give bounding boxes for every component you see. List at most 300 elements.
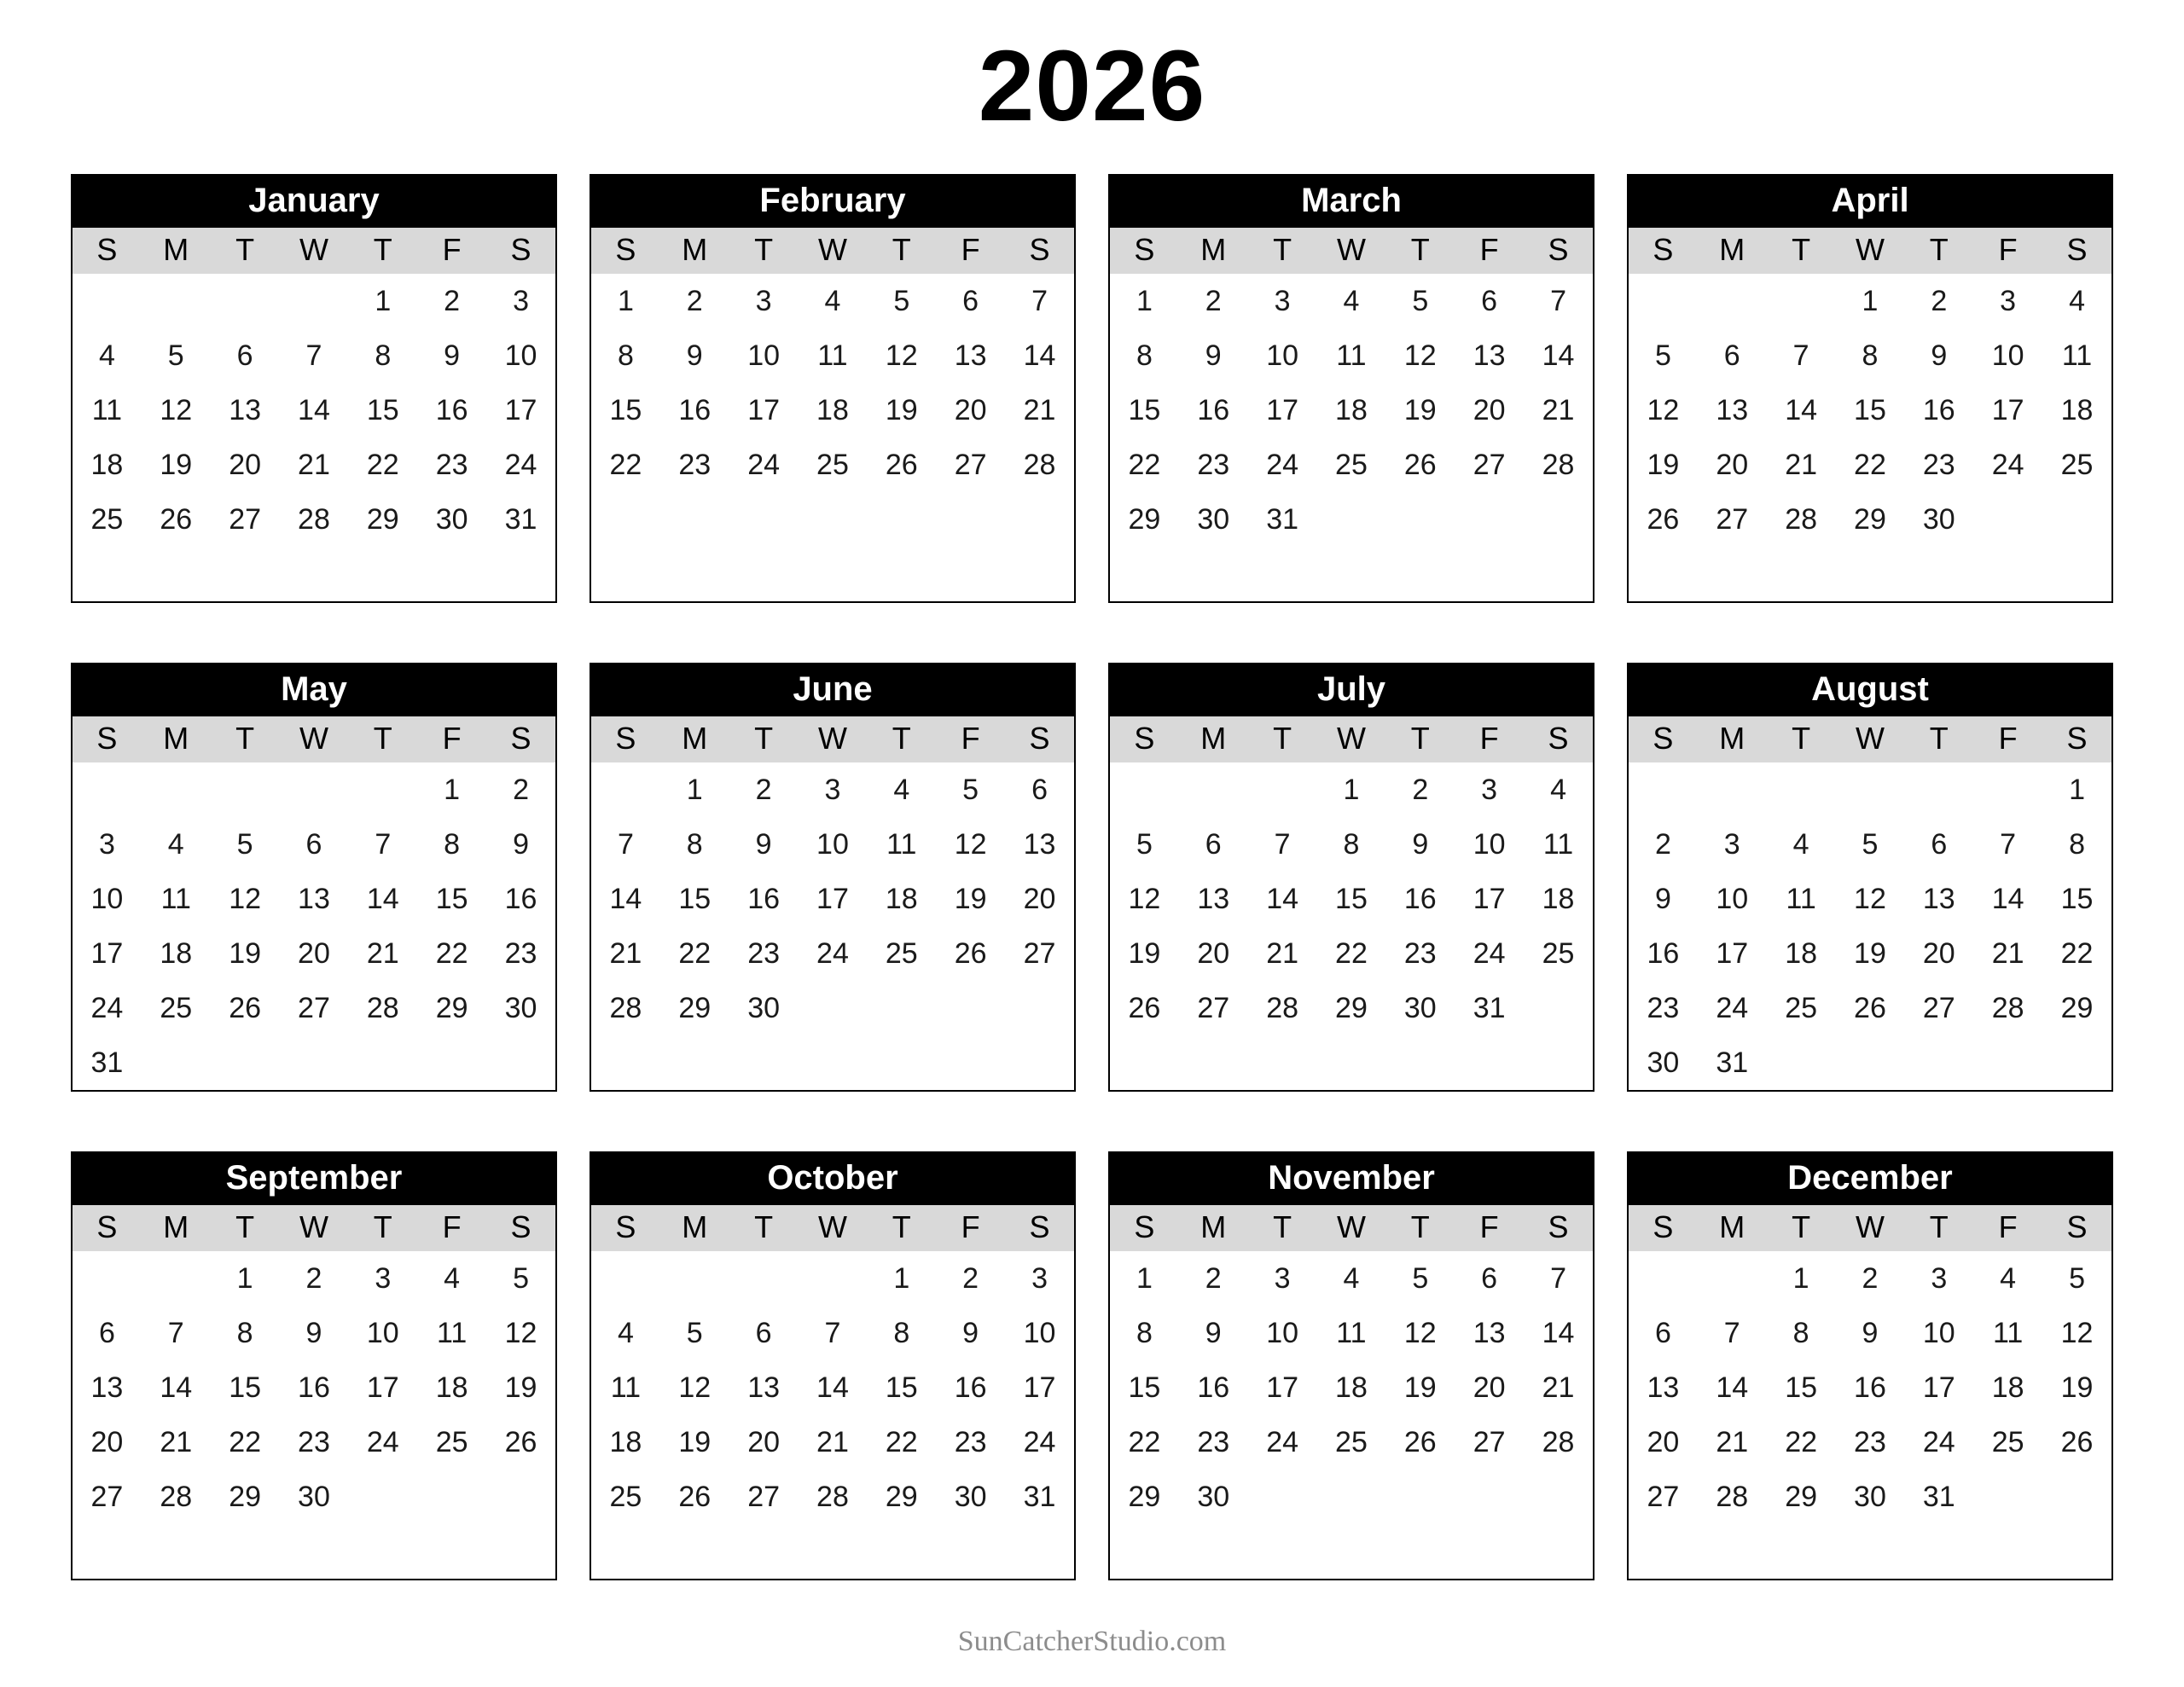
- day-cell[interactable]: 22: [1854, 448, 1886, 481]
- day-cell[interactable]: 6: [1481, 1261, 1498, 1295]
- day-cell[interactable]: 12: [1403, 1316, 1437, 1349]
- day-cell[interactable]: 9: [686, 339, 703, 372]
- day-cell[interactable]: 4: [1343, 1261, 1360, 1295]
- day-cell[interactable]: 21: [160, 1425, 193, 1458]
- day-cell[interactable]: 5: [1412, 1261, 1429, 1295]
- day-cell[interactable]: 14: [1266, 882, 1299, 915]
- day-cell[interactable]: 8: [444, 827, 461, 861]
- day-cell[interactable]: 27: [747, 1480, 781, 1513]
- day-cell[interactable]: 11: [1336, 339, 1367, 372]
- day-cell[interactable]: 3: [1274, 1261, 1291, 1295]
- day-cell[interactable]: 9: [1412, 827, 1429, 861]
- day-cell[interactable]: 30: [504, 991, 537, 1024]
- day-cell[interactable]: 14: [1542, 339, 1575, 372]
- day-cell[interactable]: 3: [1274, 284, 1291, 317]
- day-cell[interactable]: 11: [1336, 1316, 1367, 1349]
- day-cell[interactable]: 27: [1472, 448, 1506, 481]
- day-cell[interactable]: 1: [1792, 1261, 1809, 1295]
- day-cell[interactable]: 20: [954, 393, 987, 426]
- day-cell[interactable]: 25: [435, 1425, 468, 1458]
- day-cell[interactable]: 1: [1136, 1261, 1153, 1295]
- day-cell[interactable]: 6: [1931, 827, 1948, 861]
- day-cell[interactable]: 5: [1136, 827, 1153, 861]
- day-cell[interactable]: 20: [298, 936, 330, 970]
- day-cell[interactable]: 22: [2060, 936, 2094, 970]
- day-cell[interactable]: 8: [686, 827, 703, 861]
- day-cell[interactable]: 3: [1723, 827, 1740, 861]
- day-cell[interactable]: 12: [1854, 882, 1886, 915]
- day-cell[interactable]: 28: [816, 1480, 849, 1513]
- day-cell[interactable]: 12: [229, 882, 262, 915]
- day-cell[interactable]: 4: [893, 773, 910, 806]
- day-cell[interactable]: 3: [1481, 773, 1498, 806]
- day-cell[interactable]: 13: [1472, 339, 1506, 372]
- day-cell[interactable]: 2: [1931, 284, 1948, 317]
- day-cell[interactable]: 17: [90, 936, 124, 970]
- day-cell[interactable]: 17: [816, 882, 849, 915]
- day-cell[interactable]: 7: [824, 1316, 841, 1349]
- day-cell[interactable]: 26: [2060, 1425, 2094, 1458]
- day-cell[interactable]: 15: [2060, 882, 2094, 915]
- day-cell[interactable]: 7: [305, 339, 322, 372]
- day-cell[interactable]: 30: [1647, 1046, 1680, 1079]
- day-cell[interactable]: 15: [1128, 393, 1161, 426]
- day-cell[interactable]: 28: [298, 502, 330, 536]
- day-cell[interactable]: 26: [1403, 448, 1437, 481]
- day-cell[interactable]: 9: [1205, 339, 1222, 372]
- day-cell[interactable]: 5: [236, 827, 253, 861]
- day-cell[interactable]: 21: [609, 936, 642, 970]
- day-cell[interactable]: 23: [954, 1425, 987, 1458]
- day-cell[interactable]: 2: [1862, 1261, 1879, 1295]
- day-cell[interactable]: 8: [2069, 827, 2085, 861]
- day-cell[interactable]: 31: [1472, 991, 1506, 1024]
- day-cell[interactable]: 25: [90, 502, 124, 536]
- day-cell[interactable]: 9: [1654, 882, 1671, 915]
- day-cell[interactable]: 17: [1991, 393, 2024, 426]
- day-cell[interactable]: 22: [609, 448, 642, 481]
- day-cell[interactable]: 20: [747, 1425, 781, 1458]
- day-cell[interactable]: 28: [609, 991, 642, 1024]
- day-cell[interactable]: 11: [1786, 882, 1816, 915]
- day-cell[interactable]: 15: [229, 1371, 262, 1404]
- day-cell[interactable]: 19: [229, 936, 262, 970]
- day-cell[interactable]: 29: [1785, 1480, 1818, 1513]
- day-cell[interactable]: 18: [435, 1371, 468, 1404]
- day-cell[interactable]: 23: [1403, 936, 1437, 970]
- day-cell[interactable]: 30: [954, 1480, 987, 1513]
- day-cell[interactable]: 10: [1716, 882, 1749, 915]
- day-cell[interactable]: 15: [885, 1371, 918, 1404]
- day-cell[interactable]: 14: [366, 882, 399, 915]
- day-cell[interactable]: 1: [1862, 284, 1879, 317]
- day-cell[interactable]: 26: [1854, 991, 1886, 1024]
- day-cell[interactable]: 18: [1991, 1371, 2024, 1404]
- day-cell[interactable]: 27: [1647, 1480, 1680, 1513]
- day-cell[interactable]: 1: [617, 284, 634, 317]
- day-cell[interactable]: 21: [1785, 448, 1818, 481]
- day-cell[interactable]: 16: [1647, 936, 1680, 970]
- day-cell[interactable]: 24: [1266, 1425, 1299, 1458]
- day-cell[interactable]: 7: [375, 827, 392, 861]
- day-cell[interactable]: 17: [1266, 393, 1299, 426]
- day-cell[interactable]: 23: [298, 1425, 330, 1458]
- day-cell[interactable]: 23: [678, 448, 712, 481]
- day-cell[interactable]: 14: [1023, 339, 1056, 372]
- day-cell[interactable]: 22: [366, 448, 399, 481]
- day-cell[interactable]: 1: [236, 1261, 253, 1295]
- day-cell[interactable]: 20: [1472, 393, 1506, 426]
- day-cell[interactable]: 2: [444, 284, 461, 317]
- day-cell[interactable]: 27: [1922, 991, 1955, 1024]
- day-cell[interactable]: 19: [1403, 393, 1437, 426]
- day-cell[interactable]: 10: [1266, 1316, 1299, 1349]
- day-cell[interactable]: 6: [1031, 773, 1048, 806]
- day-cell[interactable]: 24: [366, 1425, 399, 1458]
- day-cell[interactable]: 12: [1647, 393, 1680, 426]
- day-cell[interactable]: 28: [1991, 991, 2024, 1024]
- day-cell[interactable]: 3: [98, 827, 115, 861]
- day-cell[interactable]: 18: [816, 393, 849, 426]
- day-cell[interactable]: 16: [954, 1371, 987, 1404]
- day-cell[interactable]: 31: [504, 502, 537, 536]
- day-cell[interactable]: 27: [1716, 502, 1749, 536]
- day-cell[interactable]: 8: [1862, 339, 1879, 372]
- day-cell[interactable]: 8: [1136, 339, 1153, 372]
- day-cell[interactable]: 17: [1472, 882, 1506, 915]
- day-cell[interactable]: 10: [1472, 827, 1506, 861]
- day-cell[interactable]: 25: [1991, 1425, 2024, 1458]
- day-cell[interactable]: 7: [167, 1316, 184, 1349]
- day-cell[interactable]: 25: [1335, 1425, 1368, 1458]
- day-cell[interactable]: 12: [160, 393, 193, 426]
- day-cell[interactable]: 21: [1991, 936, 2024, 970]
- day-cell[interactable]: 24: [816, 936, 849, 970]
- day-cell[interactable]: 1: [1343, 773, 1360, 806]
- day-cell[interactable]: 19: [2060, 1371, 2094, 1404]
- day-cell[interactable]: 24: [1472, 936, 1506, 970]
- day-cell[interactable]: 23: [747, 936, 781, 970]
- day-cell[interactable]: 22: [229, 1425, 262, 1458]
- day-cell[interactable]: 19: [885, 393, 918, 426]
- day-cell[interactable]: 25: [1335, 448, 1368, 481]
- day-cell[interactable]: 14: [160, 1371, 193, 1404]
- day-cell[interactable]: 27: [1023, 936, 1056, 970]
- day-cell[interactable]: 19: [954, 882, 987, 915]
- day-cell[interactable]: 10: [1991, 339, 2024, 372]
- day-cell[interactable]: 21: [1542, 393, 1575, 426]
- day-cell[interactable]: 3: [824, 773, 841, 806]
- day-cell[interactable]: 27: [90, 1480, 124, 1513]
- day-cell[interactable]: 1: [444, 773, 461, 806]
- day-cell[interactable]: 20: [1197, 936, 1230, 970]
- day-cell[interactable]: 8: [375, 339, 392, 372]
- day-cell[interactable]: 26: [1403, 1425, 1437, 1458]
- day-cell[interactable]: 2: [513, 773, 529, 806]
- day-cell[interactable]: 5: [686, 1316, 703, 1349]
- day-cell[interactable]: 26: [504, 1425, 537, 1458]
- day-cell[interactable]: 25: [816, 448, 849, 481]
- day-cell[interactable]: 18: [885, 882, 918, 915]
- day-cell[interactable]: 17: [1266, 1371, 1299, 1404]
- day-cell[interactable]: 9: [1862, 1316, 1879, 1349]
- day-cell[interactable]: 16: [1197, 393, 1230, 426]
- day-cell[interactable]: 29: [1854, 502, 1886, 536]
- day-cell[interactable]: 17: [1023, 1371, 1056, 1404]
- day-cell[interactable]: 2: [1654, 827, 1671, 861]
- day-cell[interactable]: 5: [2069, 1261, 2085, 1295]
- day-cell[interactable]: 9: [755, 827, 772, 861]
- day-cell[interactable]: 29: [678, 991, 712, 1024]
- day-cell[interactable]: 1: [1136, 284, 1153, 317]
- day-cell[interactable]: 22: [1785, 1425, 1818, 1458]
- day-cell[interactable]: 18: [2060, 393, 2094, 426]
- day-cell[interactable]: 12: [1403, 339, 1437, 372]
- day-cell[interactable]: 16: [1197, 1371, 1230, 1404]
- day-cell[interactable]: 23: [1197, 1425, 1230, 1458]
- day-cell[interactable]: 31: [1023, 1480, 1056, 1513]
- day-cell[interactable]: 13: [1647, 1371, 1680, 1404]
- day-cell[interactable]: 23: [1197, 448, 1230, 481]
- day-cell[interactable]: 6: [1205, 827, 1222, 861]
- day-cell[interactable]: 4: [444, 1261, 461, 1295]
- day-cell[interactable]: 9: [1205, 1316, 1222, 1349]
- day-cell[interactable]: 12: [1128, 882, 1161, 915]
- day-cell[interactable]: 12: [504, 1316, 537, 1349]
- day-cell[interactable]: 10: [816, 827, 849, 861]
- day-cell[interactable]: 4: [2000, 1261, 2017, 1295]
- day-cell[interactable]: 17: [1716, 936, 1749, 970]
- day-cell[interactable]: 21: [1266, 936, 1299, 970]
- day-cell[interactable]: 13: [1716, 393, 1749, 426]
- day-cell[interactable]: 31: [1922, 1480, 1955, 1513]
- day-cell[interactable]: 30: [1197, 1480, 1230, 1513]
- day-cell[interactable]: 30: [1854, 1480, 1886, 1513]
- day-cell[interactable]: 22: [1335, 936, 1368, 970]
- day-cell[interactable]: 26: [954, 936, 987, 970]
- day-cell[interactable]: 15: [435, 882, 468, 915]
- day-cell[interactable]: 21: [1716, 1425, 1749, 1458]
- day-cell[interactable]: 27: [954, 448, 987, 481]
- day-cell[interactable]: 8: [236, 1316, 253, 1349]
- day-cell[interactable]: 10: [1266, 339, 1299, 372]
- day-cell[interactable]: 16: [298, 1371, 330, 1404]
- day-cell[interactable]: 5: [513, 1261, 529, 1295]
- day-cell[interactable]: 20: [1647, 1425, 1680, 1458]
- day-cell[interactable]: 3: [375, 1261, 392, 1295]
- day-cell[interactable]: 11: [886, 827, 917, 861]
- day-cell[interactable]: 30: [298, 1480, 330, 1513]
- day-cell[interactable]: 11: [160, 882, 191, 915]
- day-cell[interactable]: 30: [435, 502, 468, 536]
- day-cell[interactable]: 23: [1647, 991, 1680, 1024]
- day-cell[interactable]: 20: [1023, 882, 1056, 915]
- day-cell[interactable]: 5: [893, 284, 910, 317]
- day-cell[interactable]: 14: [816, 1371, 849, 1404]
- day-cell[interactable]: 16: [1403, 882, 1437, 915]
- day-cell[interactable]: 9: [305, 1316, 322, 1349]
- day-cell[interactable]: 5: [962, 773, 979, 806]
- day-cell[interactable]: 21: [366, 936, 399, 970]
- day-cell[interactable]: 13: [298, 882, 330, 915]
- day-cell[interactable]: 7: [617, 827, 634, 861]
- day-cell[interactable]: 16: [504, 882, 537, 915]
- day-cell[interactable]: 9: [1931, 339, 1948, 372]
- day-cell[interactable]: 4: [2069, 284, 2085, 317]
- day-cell[interactable]: 19: [1854, 936, 1886, 970]
- day-cell[interactable]: 30: [1922, 502, 1955, 536]
- day-cell[interactable]: 24: [1023, 1425, 1056, 1458]
- day-cell[interactable]: 22: [1128, 448, 1161, 481]
- day-cell[interactable]: 16: [1854, 1371, 1886, 1404]
- day-cell[interactable]: 2: [1412, 773, 1429, 806]
- day-cell[interactable]: 6: [1654, 1316, 1671, 1349]
- day-cell[interactable]: 5: [1412, 284, 1429, 317]
- day-cell[interactable]: 14: [1991, 882, 2024, 915]
- day-cell[interactable]: 13: [1922, 882, 1955, 915]
- day-cell[interactable]: 13: [1197, 882, 1230, 915]
- day-cell[interactable]: 14: [1716, 1371, 1749, 1404]
- day-cell[interactable]: 25: [160, 991, 193, 1024]
- day-cell[interactable]: 16: [1922, 393, 1955, 426]
- day-cell[interactable]: 5: [167, 339, 184, 372]
- day-cell[interactable]: 15: [678, 882, 712, 915]
- day-cell[interactable]: 9: [962, 1316, 979, 1349]
- day-cell[interactable]: 6: [236, 339, 253, 372]
- day-cell[interactable]: 26: [1647, 502, 1680, 536]
- day-cell[interactable]: 2: [686, 284, 703, 317]
- day-cell[interactable]: 30: [1197, 502, 1230, 536]
- day-cell[interactable]: 4: [1343, 284, 1360, 317]
- day-cell[interactable]: 12: [678, 1371, 712, 1404]
- day-cell[interactable]: 14: [609, 882, 642, 915]
- day-cell[interactable]: 1: [375, 284, 392, 317]
- day-cell[interactable]: 3: [755, 284, 772, 317]
- day-cell[interactable]: 5: [1654, 339, 1671, 372]
- day-cell[interactable]: 8: [1136, 1316, 1153, 1349]
- day-cell[interactable]: 25: [1542, 936, 1575, 970]
- day-cell[interactable]: 25: [2060, 448, 2094, 481]
- day-cell[interactable]: 7: [1550, 1261, 1566, 1295]
- day-cell[interactable]: 12: [954, 827, 987, 861]
- day-cell[interactable]: 11: [1992, 1316, 2024, 1349]
- day-cell[interactable]: 2: [755, 773, 772, 806]
- day-cell[interactable]: 13: [1023, 827, 1056, 861]
- day-cell[interactable]: 14: [1542, 1316, 1575, 1349]
- day-cell[interactable]: 7: [1792, 339, 1809, 372]
- day-cell[interactable]: 23: [435, 448, 468, 481]
- day-cell[interactable]: 28: [1023, 448, 1056, 481]
- day-cell[interactable]: 26: [160, 502, 193, 536]
- day-cell[interactable]: 15: [609, 393, 642, 426]
- day-cell[interactable]: 22: [1128, 1425, 1161, 1458]
- day-cell[interactable]: 13: [90, 1371, 124, 1404]
- day-cell[interactable]: 29: [435, 991, 468, 1024]
- day-cell[interactable]: 10: [1023, 1316, 1056, 1349]
- day-cell[interactable]: 31: [1266, 502, 1299, 536]
- day-cell[interactable]: 4: [1792, 827, 1809, 861]
- day-cell[interactable]: 23: [1854, 1425, 1886, 1458]
- day-cell[interactable]: 19: [504, 1371, 537, 1404]
- day-cell[interactable]: 12: [2060, 1316, 2094, 1349]
- day-cell[interactable]: 28: [1542, 1425, 1575, 1458]
- day-cell[interactable]: 29: [366, 502, 399, 536]
- day-cell[interactable]: 23: [1922, 448, 1955, 481]
- day-cell[interactable]: 11: [817, 339, 848, 372]
- day-cell[interactable]: 12: [885, 339, 918, 372]
- day-cell[interactable]: 11: [91, 393, 123, 426]
- day-cell[interactable]: 11: [1542, 827, 1574, 861]
- day-cell[interactable]: 17: [366, 1371, 399, 1404]
- day-cell[interactable]: 20: [90, 1425, 124, 1458]
- day-cell[interactable]: 25: [609, 1480, 642, 1513]
- day-cell[interactable]: 26: [885, 448, 918, 481]
- day-cell[interactable]: 15: [1854, 393, 1886, 426]
- day-cell[interactable]: 30: [747, 991, 781, 1024]
- day-cell[interactable]: 4: [824, 284, 841, 317]
- day-cell[interactable]: 26: [1128, 991, 1161, 1024]
- day-cell[interactable]: 30: [1403, 991, 1437, 1024]
- day-cell[interactable]: 13: [229, 393, 262, 426]
- day-cell[interactable]: 24: [1922, 1425, 1955, 1458]
- day-cell[interactable]: 6: [98, 1316, 115, 1349]
- day-cell[interactable]: 19: [1647, 448, 1680, 481]
- day-cell[interactable]: 4: [617, 1316, 634, 1349]
- day-cell[interactable]: 2: [1205, 284, 1222, 317]
- day-cell[interactable]: 11: [436, 1316, 468, 1349]
- day-cell[interactable]: 1: [686, 773, 703, 806]
- day-cell[interactable]: 8: [893, 1316, 910, 1349]
- day-cell[interactable]: 17: [1922, 1371, 1955, 1404]
- day-cell[interactable]: 3: [1031, 1261, 1048, 1295]
- day-cell[interactable]: 29: [1128, 1480, 1161, 1513]
- day-cell[interactable]: 27: [1472, 1425, 1506, 1458]
- day-cell[interactable]: 19: [1403, 1371, 1437, 1404]
- day-cell[interactable]: 28: [1785, 502, 1818, 536]
- day-cell[interactable]: 27: [1197, 991, 1230, 1024]
- day-cell[interactable]: 15: [1128, 1371, 1161, 1404]
- day-cell[interactable]: 18: [1542, 882, 1575, 915]
- day-cell[interactable]: 18: [1335, 1371, 1368, 1404]
- day-cell[interactable]: 3: [2000, 284, 2017, 317]
- day-cell[interactable]: 10: [90, 882, 124, 915]
- day-cell[interactable]: 4: [167, 827, 184, 861]
- day-cell[interactable]: 19: [678, 1425, 712, 1458]
- day-cell[interactable]: 13: [954, 339, 987, 372]
- day-cell[interactable]: 7: [1723, 1316, 1740, 1349]
- day-cell[interactable]: 19: [1128, 936, 1161, 970]
- day-cell[interactable]: 28: [1716, 1480, 1749, 1513]
- day-cell[interactable]: 16: [747, 882, 781, 915]
- day-cell[interactable]: 22: [435, 936, 468, 970]
- day-cell[interactable]: 9: [444, 339, 461, 372]
- day-cell[interactable]: 17: [747, 393, 781, 426]
- day-cell[interactable]: 17: [504, 393, 537, 426]
- day-cell[interactable]: 2: [305, 1261, 322, 1295]
- day-cell[interactable]: 3: [1931, 1261, 1948, 1295]
- day-cell[interactable]: 7: [1274, 827, 1291, 861]
- day-cell[interactable]: 14: [1785, 393, 1818, 426]
- day-cell[interactable]: 10: [1922, 1316, 1955, 1349]
- day-cell[interactable]: 21: [1023, 393, 1056, 426]
- day-cell[interactable]: 24: [1716, 991, 1749, 1024]
- day-cell[interactable]: 6: [1723, 339, 1740, 372]
- day-cell[interactable]: 10: [747, 339, 781, 372]
- day-cell[interactable]: 18: [609, 1425, 642, 1458]
- day-cell[interactable]: 24: [90, 991, 124, 1024]
- day-cell[interactable]: 8: [617, 339, 634, 372]
- day-cell[interactable]: 6: [1481, 284, 1498, 317]
